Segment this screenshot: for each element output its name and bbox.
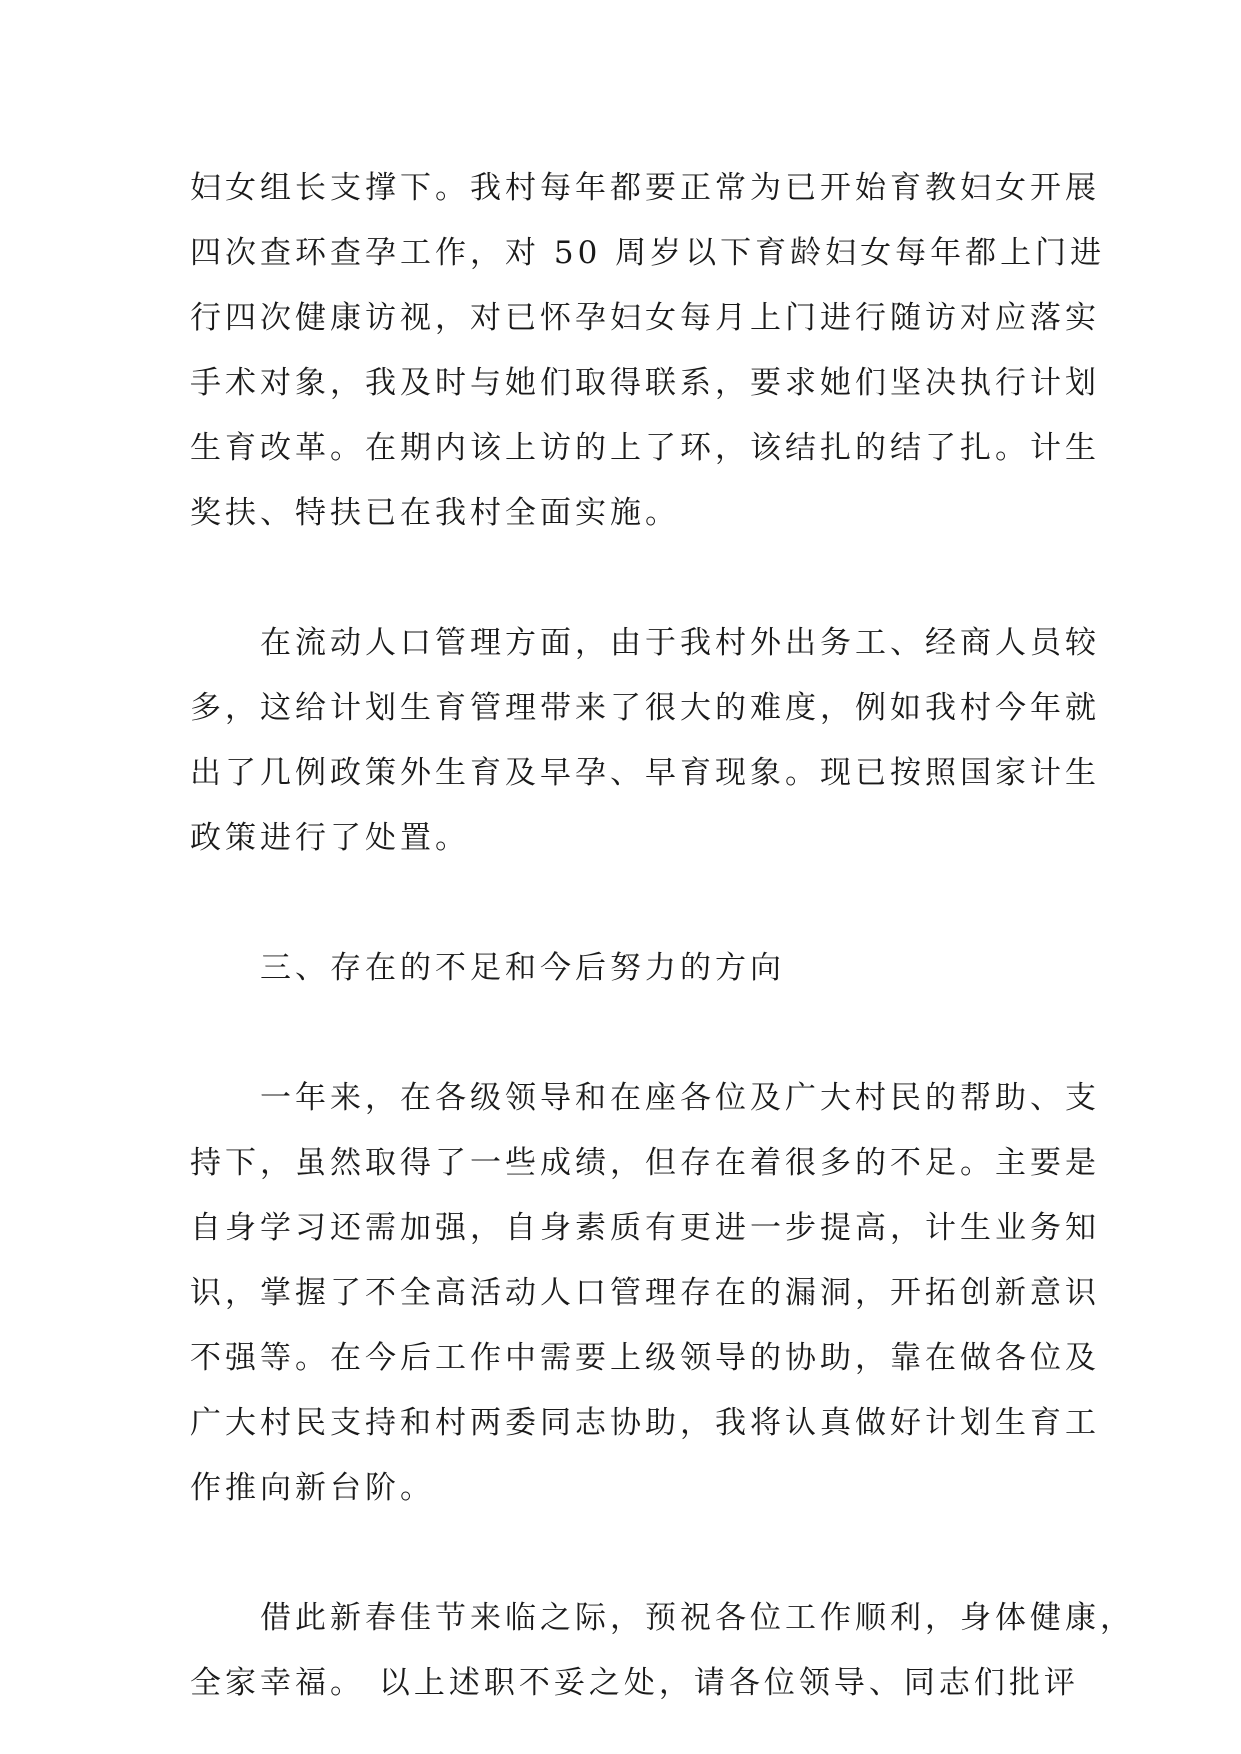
- heading-line: 三、存在的不足和今后努力的方向: [190, 950, 785, 986]
- text-line: 借此新春佳节来临之际，预祝各位工作顺利，身体健康，: [190, 1600, 1135, 1636]
- text-line: 生育改革。在期内该上访的上了环，该结扎的结了扎。计生: [190, 430, 1100, 466]
- text-line: 全家幸福。 以上述职不妥之处，请各位领导、同志们批评: [190, 1665, 1079, 1701]
- paragraph-closing-wishes: [190, 1586, 1135, 1716]
- section-heading: [190, 936, 1052, 1001]
- text-line: 多，这给计划生育管理带来了很大的难度，例如我村今年就: [190, 690, 1100, 726]
- text-line: 广大村民支持和村两委同志协助，我将认真做好计划生育工: [190, 1405, 1100, 1441]
- text-line: 妇女组长支撑下。我村每年都要正常为已开始育教妇女开展: [190, 170, 1100, 206]
- text-line: 作推向新台阶。: [190, 1470, 435, 1506]
- text-line: 出了几例政策外生育及早孕、早育现象。现已按照国家计生: [190, 755, 1100, 791]
- text-line: 持下，虽然取得了一些成绩，但存在着很多的不足。主要是: [190, 1145, 1100, 1181]
- text-line: 一年来，在各级领导和在座各位及广大村民的帮助、支: [190, 1080, 1100, 1116]
- text-line: 自身学习还需加强，自身素质有更进一步提高，计生业务知: [190, 1210, 1100, 1246]
- text-line: 四次查环查孕工作，对 50 周岁以下育龄妇女每年都上门进: [190, 235, 1106, 271]
- text-line: 手术对象，我及时与她们取得联系，要求她们坚决执行计划: [190, 365, 1100, 401]
- paragraph-family-planning-work: [190, 156, 1106, 546]
- text-line: 奖扶、特扶已在我村全面实施。: [190, 495, 680, 531]
- text-line: 行四次健康访视，对已怀孕妇女每月上门进行随访对应落实: [190, 300, 1100, 336]
- text-line: 政策进行了处置。: [190, 820, 470, 856]
- paragraph-spacer: [190, 1001, 1052, 1066]
- paragraph-spacer: [190, 546, 1052, 611]
- paragraph-floating-population: [190, 611, 1100, 871]
- paragraph-spacer: [190, 1521, 1052, 1586]
- text-line: 在流动人口管理方面，由于我村外出务工、经商人员较: [190, 625, 1100, 661]
- text-line: 识，掌握了不全高活动人口管理存在的漏洞，开拓创新意识: [190, 1275, 1100, 1311]
- document-body: [190, 156, 1135, 1716]
- paragraph-spacer: [190, 871, 1052, 936]
- paragraph-shortcomings: [190, 1066, 1100, 1521]
- text-line: 不强等。在今后工作中需要上级领导的协助，靠在做各位及: [190, 1340, 1100, 1376]
